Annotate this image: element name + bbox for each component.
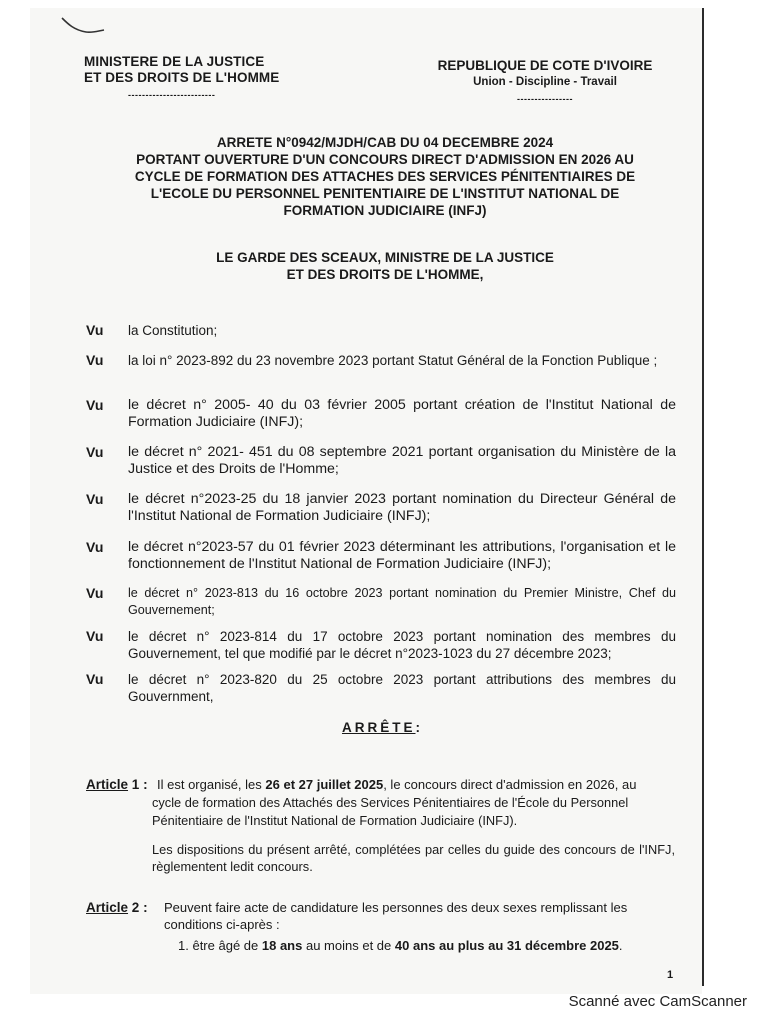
pen-mark-icon bbox=[60, 14, 108, 36]
vu-text: le décret n°2023-57 du 01 février 2023 déterminant les attributions, l'organisation et le fonctionnement de l'Institut National de Formation Judiciaire (INFJ); bbox=[128, 539, 676, 572]
vu-label: Vu bbox=[86, 397, 104, 413]
article-1-label bbox=[86, 776, 148, 793]
vu-text: le décret n° 2023-820 du 25 octobre 2023 portant attributions des membres du Gouvernment, bbox=[128, 672, 676, 704]
title-line-4: L'ECOLE DU PERSONNEL PENITENTIAIRE DE L'INSTITUT NATIONAL DE bbox=[150, 186, 620, 201]
decree-title bbox=[90, 134, 680, 219]
title-line-3: CYCLE DE FORMATION DES ATTACHES DES SERVICES PÉNITENTIAIRES DE bbox=[134, 169, 636, 184]
republic-name: REPUBLIQUE DE COTE D'IVOIRE bbox=[437, 58, 653, 73]
article-1-rest: , le concours direct d'admission en 2026, au bbox=[383, 777, 637, 792]
minister-line-1: LE GARDE DES SCEAUX, MINISTRE DE LA JUSTICE bbox=[216, 250, 554, 265]
vu-label: Vu bbox=[86, 628, 104, 644]
arrete-colon: : bbox=[415, 720, 420, 735]
article-number: 1 bbox=[131, 777, 140, 792]
title-line-2: PORTANT OUVERTURE D'UN CONCOURS DIRECT D'ADMISSION EN 2026 AU bbox=[136, 152, 634, 167]
article-1-line-2: cycle de formation des Attachés des Services Pénitentiaires de l'École du Personnel bbox=[152, 795, 629, 810]
condition-number: 1. bbox=[178, 938, 189, 953]
article-2-condition-1 bbox=[178, 937, 678, 954]
vu-label: Vu bbox=[86, 671, 104, 687]
article-2-line-2: conditions ci-après : bbox=[164, 917, 280, 932]
article-separator: : bbox=[143, 900, 148, 915]
vu-text: le décret n° 2005- 40 du 03 février 2005 portant création de l'Institut National de Formation Judiciaire (INFJ); bbox=[128, 397, 676, 430]
condition-text: au moins et de bbox=[305, 938, 392, 953]
republic-motto: Union - Discipline - Travail bbox=[473, 76, 617, 88]
vu-label: Vu bbox=[86, 444, 104, 460]
article-2-line-1: Peuvent faire acte de candidature les personnes des deux sexes remplissant les bbox=[164, 900, 628, 915]
vu-text: la loi n° 2023-892 du 23 novembre 2023 portant Statut Général de la Fonction Publique ; bbox=[128, 353, 658, 368]
ministry-dashes: ------------------------- bbox=[128, 90, 216, 100]
scanner-watermark: Scanné avec CamScanner bbox=[568, 993, 747, 1010]
condition-max-age: 40 ans au plus au 31 décembre 2025 bbox=[394, 938, 619, 953]
ministry-line-2: ET DES DROITS DE L'HOMME bbox=[84, 70, 280, 85]
article-separator: : bbox=[143, 777, 148, 792]
vu-label: Vu bbox=[86, 491, 104, 507]
vu-text: le décret n° 2023-813 du 16 octobre 2023 portant nomination du Premier Ministre, Chef du Gouvernement; bbox=[128, 586, 676, 617]
article-word: Article bbox=[86, 900, 129, 915]
vu-text: la Constitution; bbox=[128, 323, 218, 338]
vu-label: Vu bbox=[86, 322, 104, 338]
minister-heading bbox=[90, 249, 680, 283]
vu-label: Vu bbox=[86, 352, 104, 368]
arrete-heading bbox=[86, 720, 676, 735]
scan-edge-line bbox=[702, 8, 704, 986]
vu-text: le décret n°2023-25 du 18 janvier 2023 portant nomination du Directeur Général de l'Institut National de Formation Judiciaire (INFJ); bbox=[128, 491, 676, 524]
ministry-line-1: MINISTERE DE LA JUSTICE bbox=[84, 54, 265, 69]
article-1-line-1 bbox=[157, 776, 675, 793]
arrete-word: ARRÊTE bbox=[341, 720, 416, 735]
article-word: Article bbox=[86, 777, 129, 792]
article-1-dates: 26 et 27 juillet 2025 bbox=[265, 777, 384, 792]
article-number: 2 bbox=[131, 900, 140, 915]
vu-text: le décret n° 2023-814 du 17 octobre 2023 portant nomination des membres du Gouvernement, tel que modifié par le décret n°2023-1023 du 27 décembre 2023; bbox=[128, 629, 676, 661]
article-2-label bbox=[86, 899, 148, 916]
republic-header bbox=[420, 58, 670, 104]
title-line-1: ARRETE N°0942/MJDH/CAB DU 04 DECEMBRE 2024 bbox=[216, 135, 554, 150]
republic-dashes: ---------------- bbox=[517, 94, 573, 104]
article-1-line-3: Pénitentiaire de l'Institut National de Formation Judiciaire (INFJ). bbox=[152, 813, 518, 828]
vu-text: le décret n° 2021- 451 du 08 septembre 2021 portant organisation du Ministère de la Justice et des Droits de l'Homme; bbox=[128, 444, 676, 477]
condition-end: . bbox=[618, 938, 623, 953]
ministry-header bbox=[84, 54, 279, 100]
minister-line-2: ET DES DROITS DE L'HOMME, bbox=[286, 267, 484, 282]
condition-text: être âgé de bbox=[192, 938, 259, 953]
article-1-intro: Il est organisé, les bbox=[157, 777, 262, 792]
condition-min-age: 18 ans bbox=[261, 938, 303, 953]
title-line-5: FORMATION JUDICIAIRE (INFJ) bbox=[283, 203, 487, 218]
vu-label: Vu bbox=[86, 539, 104, 555]
article-1-paragraph-2: Les dispositions du présent arrêté, complétées par celles du guide des concours de l'INFJ, règlementent ledit concours. bbox=[152, 842, 675, 874]
vu-label: Vu bbox=[86, 585, 104, 601]
page-number: 1 bbox=[667, 969, 674, 981]
